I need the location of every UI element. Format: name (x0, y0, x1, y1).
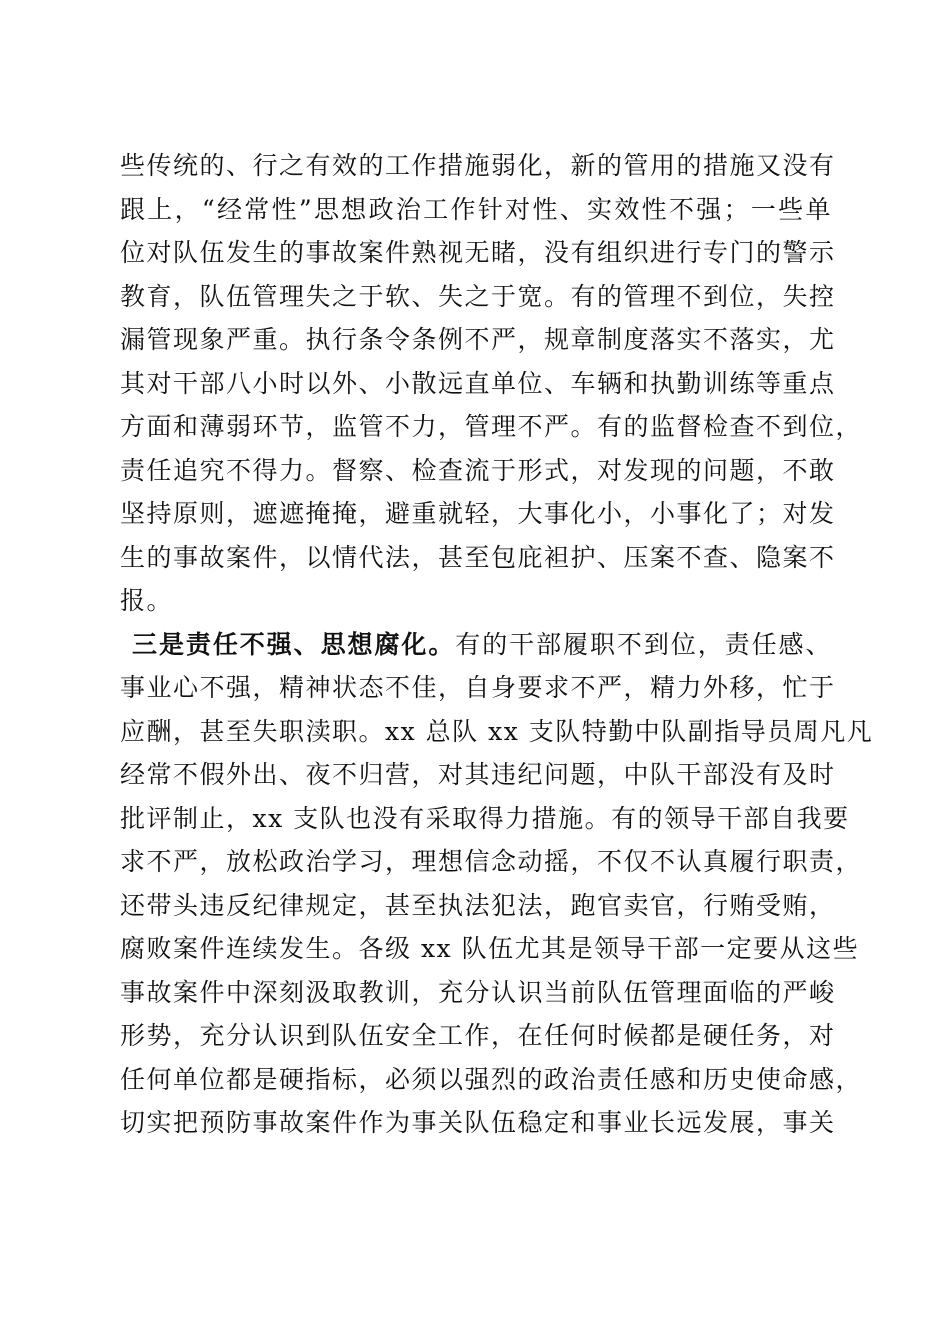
text-line: 还带头违反纪律规定，甚至执法犯法，跑官卖官，行贿受贿， (120, 890, 836, 920)
text-line: 坚持原则，遮遮掩掩，避重就轻，大事化小，小事化了；对发 (120, 499, 836, 528)
text-line: 切实把预防事故案件作为事关队伍稳定和事业长远发展，事关 (120, 1108, 836, 1137)
document-body (120, 144, 874, 1145)
text-line: 方面和薄弱环节，监管不力，管理不严。有的监督检查不到位， (120, 412, 863, 441)
text-line: 教育，队伍管理失之于软、失之于宽。有的管理不到位，失控 (120, 281, 836, 311)
text-line: 应酬，甚至失职渎职。xx 总队 xx 支队特勤中队副指导员周凡凡 (120, 716, 874, 746)
paragraph-2 (120, 623, 874, 1145)
text-line: 其对干部八小时以外、小散远直单位、车辆和执勤训练等重点 (120, 368, 836, 398)
text-line: 生的事故案件，以情代法，甚至包庇袒护、压案不查、隐案不 (120, 542, 836, 572)
first-line-text: 有的干部履职不到位，责任感、 (455, 629, 832, 659)
paragraph-first-line (120, 623, 832, 667)
text-line: 些传统的、行之有效的工作措施弱化，新的管用的措施又没有 (120, 151, 836, 180)
text-line: 漏管现象严重。执行条令条例不严，规章制度落实不落实，尤 (120, 325, 836, 354)
text-line: 经常不假外出、夜不归营，对其违纪问题，中队干部没有及时 (120, 760, 836, 789)
text-line: 跟上，“经常性”思想政治工作针对性、实效性不强；一些单 (120, 194, 832, 224)
text-line: 事故案件中深刻汲取教训，充分认识当前队伍管理面临的严峻 (120, 977, 836, 1007)
text-line: 事业心不强，精神状态不佳，自身要求不严，精力外移，忙于 (120, 673, 836, 702)
text-line: 批评制止，xx 支队也没有采取得力措施。有的领导干部自我要 (120, 803, 850, 833)
paragraph-heading: 三是责任不强、思想腐化。 (132, 629, 456, 659)
text-line: 形势，充分认识到队伍安全工作，在任何时候都是硬任务，对 (120, 1021, 836, 1050)
text-line: 位对队伍发生的事故案件熟视无睹，没有组织进行专门的警示 (120, 238, 836, 267)
text-line: 报。 (120, 586, 174, 615)
text-line: 腐败案件连续发生。各级 xx 队伍尤其是领导干部一定要从这些 (120, 934, 860, 963)
text-line: 责任追究不得力。督察、检查流于形式，对发现的问题，不敢 (120, 455, 836, 485)
paragraph-1 (120, 144, 863, 623)
text-line: 求不严，放松政治学习，理想信念动摇，不仅不认真履行职责， (120, 847, 863, 876)
text-line: 任何单位都是硬指标，必须以强烈的政治责任感和历史使命感， (120, 1064, 863, 1094)
